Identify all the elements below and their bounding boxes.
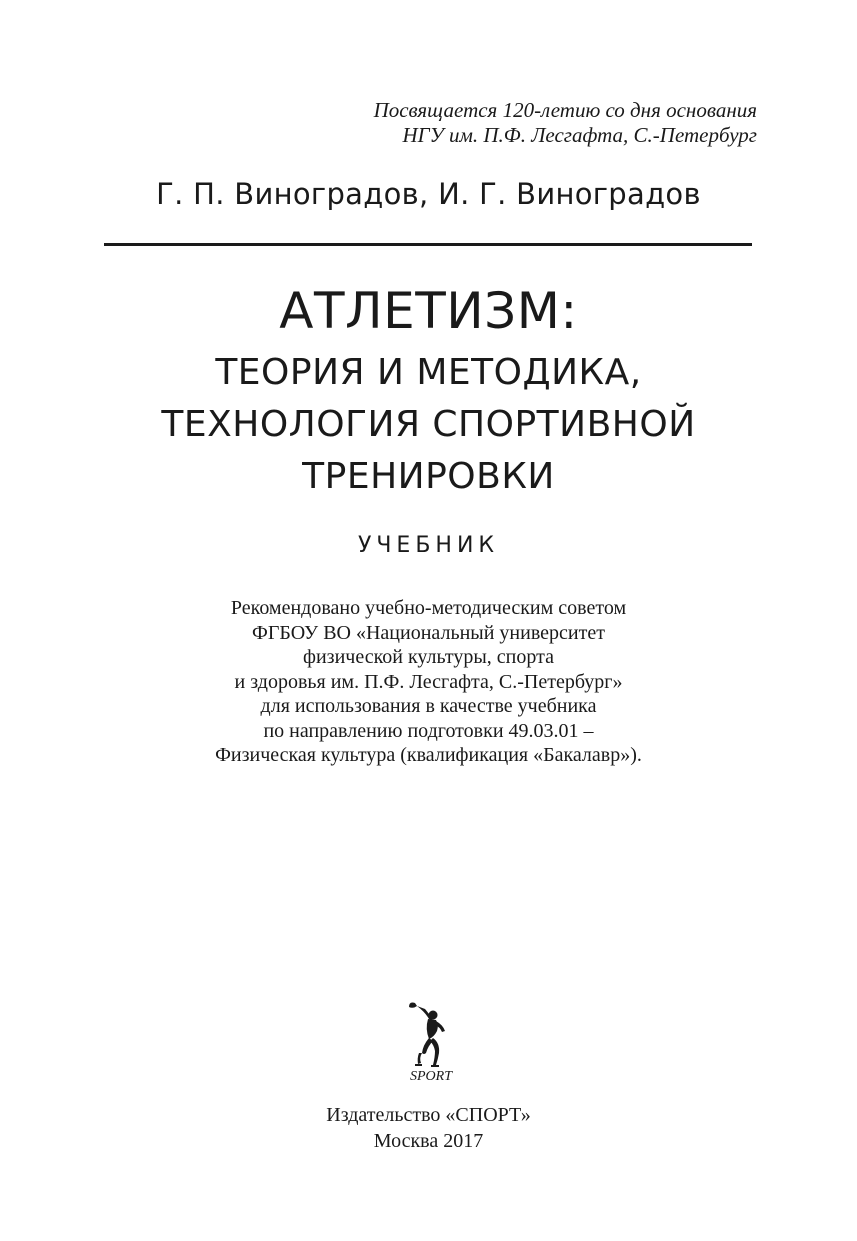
authors: Г. П. Виноградов, И. Г. Виноградов (156, 177, 701, 211)
publisher-block (0, 1102, 857, 1154)
recommendation-line: Физическая культура (квалификация «Бакалавр»). (215, 744, 642, 766)
book-genre: УЧЕБНИК (357, 533, 500, 558)
recommendation-line: физической культуры, спорта (303, 646, 554, 668)
logo-text: SPORT (410, 1069, 452, 1084)
publisher-city-year: Москва 2017 (373, 1130, 484, 1152)
publisher-logo (395, 995, 467, 1085)
recommendation-line: и здоровья им. П.Ф. Лесгафта, С.-Петербург» (234, 670, 623, 693)
discus-thrower-icon (395, 995, 467, 1085)
recommendation-line: для использования в качестве учебника (260, 695, 597, 717)
title-line-2: ТЕОРИЯ И МЕТОДИКА, (215, 352, 642, 393)
recommendation-line: ФГБОУ ВО «Национальный университет (252, 621, 605, 644)
title-divider (104, 243, 752, 246)
dedication (374, 98, 757, 148)
recommendation-text (0, 596, 857, 768)
title-line-4: ТРЕНИРОВКИ (302, 456, 555, 497)
title-line-3: ТЕХНОЛОГИЯ СПОРТИВНОЙ (161, 404, 696, 445)
recommendation-line: по направлению подготовки 49.03.01 – (263, 719, 594, 742)
recommendation-line: Рекомендовано учебно-методическим советом (230, 597, 627, 619)
dedication-line-1: Посвящается 120-летию со дня основания (373, 98, 757, 122)
dedication-line-2: НГУ им. П.Ф. Лесгафта, С.-Петербург (402, 123, 757, 147)
publisher-name: Издательство «СПОРТ» (326, 1104, 531, 1126)
title-line-1: АТЛЕТИЗМ: (279, 282, 578, 340)
